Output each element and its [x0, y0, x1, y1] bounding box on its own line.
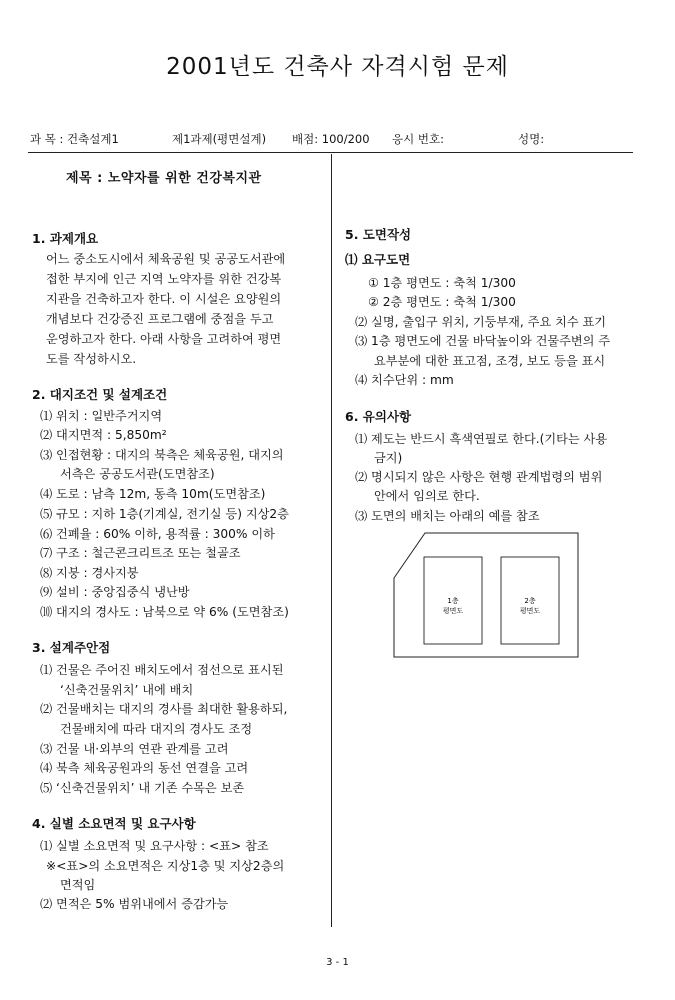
section-3-line: ⑴ 건물은 주어진 배치도에서 점선으로 표시된 — [40, 663, 284, 677]
score-field: 배점: 100/200 — [292, 132, 370, 146]
section-4-line: ⑵ 면적은 5% 범위내에서 증감가능 — [40, 897, 229, 911]
layout-example-diagram — [380, 520, 590, 670]
section-3-heading: 3. 설계주안점 — [32, 640, 111, 655]
section-5-heading: 5. 도면작성 — [345, 227, 412, 242]
section-2-line: ⑼ 설비 : 중앙집중식 냉난방 — [40, 585, 190, 599]
section-5-line: ② 2층 평면도 : 축척 1/300 — [368, 295, 516, 309]
section-4-line: 면적임 — [60, 878, 96, 892]
section-5-line: 요부분에 대한 표고점, 조경, 보도 등을 표시 — [374, 354, 606, 368]
section-1-line: 어느 중소도시에서 체육공원 및 공공도서관에 — [46, 252, 286, 266]
page-number: 3 - 1 — [326, 957, 349, 968]
section-2-line: ⑸ 규모 : 지하 1층(기계실, 전기실 등) 지상2층 — [40, 507, 289, 521]
section-1-line: 지관을 건축하고자 한다. 이 시설은 요양원의 — [46, 292, 282, 306]
section-6-line: 금지) — [374, 451, 403, 465]
section-3-line: ⑵ 건물배치는 대지의 경사를 최대한 활용하되, — [40, 702, 288, 716]
section-2-line: ⑺ 구조 : 철근콘크리트조 또는 철골조 — [40, 546, 241, 560]
box-2-plan-label: 평면도 — [519, 607, 541, 615]
section-2-line: ⑷ 도로 : 남측 12m, 동측 10m(도면참조) — [40, 487, 266, 501]
section-3-line: ⑷ 북측 체육공원과의 동선 연결을 고려 — [40, 761, 249, 775]
section-5-line: ⑷ 치수단위 : mm — [355, 373, 454, 387]
name-field: 성명: — [518, 132, 545, 146]
section-1-heading: 1. 과제개요 — [32, 231, 99, 246]
section-5-line: ⑵ 실명, 출입구 위치, 기둥부재, 주요 치수 표기 — [355, 315, 607, 329]
exam-number-field: 응시 번호: — [392, 132, 444, 146]
section-1-line: 개념보다 건강증진 프로그램에 중점을 두고 — [46, 312, 274, 326]
section-6-line: ⑴ 제도는 반드시 흑색연필로 한다.(기타는 사용 — [355, 432, 608, 446]
section-6-line: ⑶ 도면의 배치는 아래의 예를 참조 — [355, 509, 540, 523]
section-2-heading: 2. 대지조건 및 설계조건 — [32, 387, 168, 402]
section-2-line: ⑻ 지붕 : 경사지붕 — [40, 566, 139, 580]
section-1-line: 접한 부지에 인근 지역 노약자를 위한 건강복 — [46, 272, 282, 286]
section-1-line: 운영하고자 한다. 아래 사항을 고려하여 평면 — [46, 332, 282, 346]
section-4-heading: 4. 실별 소요면적 및 요구사항 — [32, 816, 196, 831]
subject-field: 과 목 : 건축설계1 — [30, 132, 119, 146]
section-3-line: ‘신축건물위치’ 내에 배치 — [60, 683, 194, 697]
section-6-line: 안에서 임의로 한다. — [374, 489, 480, 503]
box-1-floor-label: 1층 — [447, 597, 459, 605]
section-2-line: ⑹ 건폐율 : 60% 이하, 용적률 : 300% 이하 — [40, 527, 275, 541]
section-6-heading: 6. 유의사항 — [345, 409, 412, 424]
section-6-line: ⑵ 명시되지 않은 사항은 현행 관계법령의 범위 — [355, 470, 603, 484]
section-4-line: ⑴ 실별 소요면적 및 요구사항 : <표> 참조 — [40, 839, 269, 853]
header-divider — [28, 152, 633, 153]
section-1-line: 도를 작성하시오. — [46, 352, 137, 366]
section-3-line: 건물배치에 따라 대지의 경사도 조정 — [60, 722, 253, 736]
section-2-line: ⑴ 위치 : 일반주거지역 — [40, 409, 163, 423]
column-divider — [331, 154, 332, 927]
section-4-line: ※<표>의 소요면적은 지상1층 및 지상2층의 — [46, 859, 285, 873]
section-2-line: ⑵ 대지면적 : 5,850m² — [40, 428, 167, 442]
page-title: 2001년도 건축사 자격시험 문제 — [166, 54, 509, 80]
box-2-floor-label: 2층 — [524, 597, 536, 605]
section-5-line: ⑶ 1층 평면도에 건물 바닥높이와 건물주변의 주 — [355, 334, 611, 348]
section-5-line: ① 1층 평면도 : 축척 1/300 — [368, 276, 516, 290]
section-2-line: ⑶ 인접현황 : 대지의 북측은 체육공원, 대지의 — [40, 448, 284, 462]
box-1-plan-label: 평면도 — [442, 607, 464, 615]
section-2-line: 서측은 공공도서관(도면참조) — [60, 467, 215, 481]
section-3-line: ⑸ ‘신축건물위치’ 내 기존 수목은 보존 — [40, 781, 245, 795]
task-field: 제1과제(평면설계) — [172, 132, 267, 146]
section-3-line: ⑶ 건물 내·외부의 연관 관계를 고려 — [40, 742, 229, 756]
section-2-line: ⑽ 대지의 경사도 : 남북으로 약 6% (도면참조) — [40, 605, 289, 619]
section-5-subheading: ⑴ 요구도면 — [345, 252, 411, 267]
subject-title: 제목 : 노약자를 위한 건강복지관 — [66, 171, 262, 186]
